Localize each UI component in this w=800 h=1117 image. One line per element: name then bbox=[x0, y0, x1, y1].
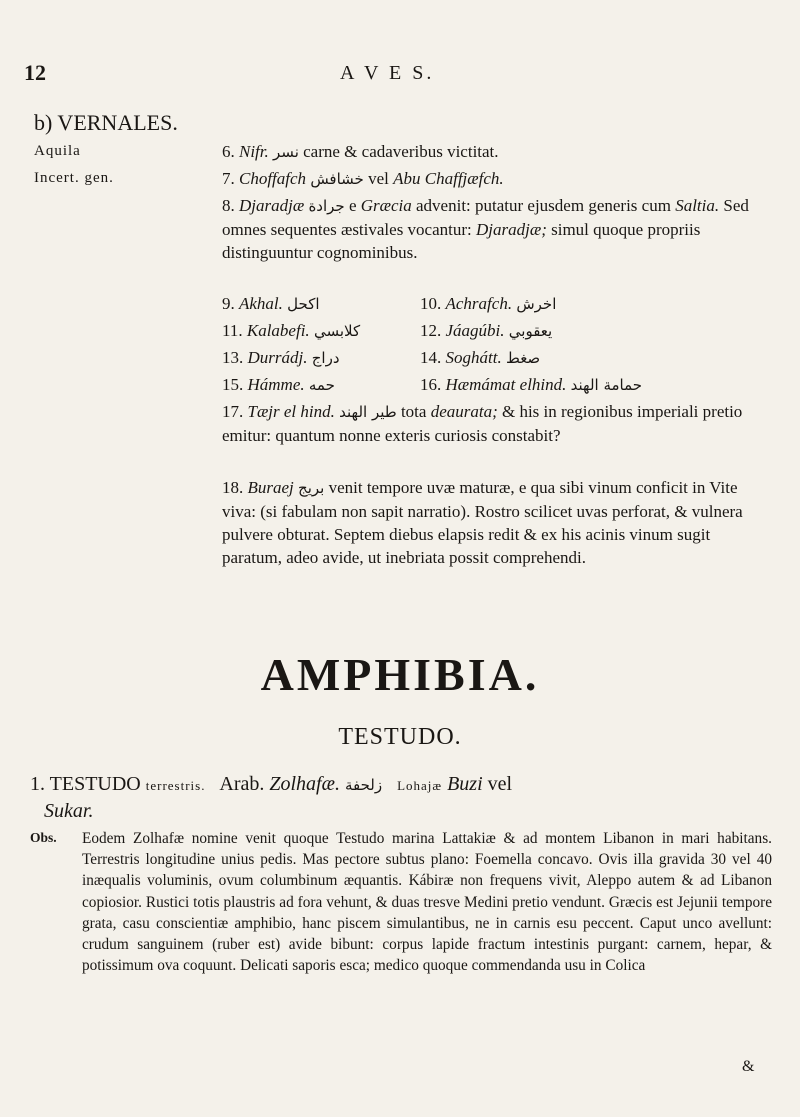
entry-8 bbox=[222, 194, 770, 264]
testudo-entry bbox=[30, 773, 512, 796]
arabic-name: اخرش bbox=[516, 295, 557, 313]
entry-number: 10. bbox=[420, 294, 442, 313]
arab-label: Arab. bbox=[219, 773, 265, 795]
entry-name: Hæmámat elhind. bbox=[445, 375, 567, 394]
entry-text: simul quoque propriis distinguuntur cognominibus. bbox=[222, 220, 701, 262]
entry-number: 11. bbox=[222, 321, 243, 340]
entry-9-10 bbox=[222, 292, 780, 316]
entry-name: Achrafch. bbox=[445, 294, 513, 313]
entry-18 bbox=[222, 476, 770, 569]
entry-17 bbox=[222, 400, 770, 447]
arabic-name: اكحل bbox=[287, 295, 320, 313]
entry-name: Akhal. bbox=[239, 294, 283, 313]
entry-desc: deaurata; bbox=[430, 402, 498, 421]
lohaj-label: Lohajæ bbox=[397, 778, 443, 793]
testudo-heading: TESTUDO. bbox=[338, 724, 462, 750]
obs-text: Eodem Zolhafæ nomine venit quoque Testudo marina Lattakiæ & ad montem Libanon in mari habitans. Terrestris longitudine unius pedis. Mas pectore subtus plano: Foemella concavo. Ovis illa gravida 30 vel 40 inæqualis voluminis, ovum columbinum æquantis. Kábiræ non frequens vivit, Aleppo autem & ad Libanon copiosior. Rustici totis plaustris ad fora vehunt, & duas tresve Medini pretio vendunt. Græcis est Jejunii tempore grata, casu conscientiæ amphibio, hanc piscem simulantibus, ne in carnis esu peccent. Caput unco avellunt: crudum sanguinem (ruber est) avide bibunt: corpus lapide fractum intestinis purgant: carnem, hepar, & potissimum ova coquunt. Delicati saporis esca; medico quoque commendanda usu in Colica bbox=[82, 830, 772, 975]
entry-text: vel bbox=[487, 773, 513, 795]
entry-ref: Saltia. bbox=[675, 196, 720, 215]
entry-text: e bbox=[348, 196, 357, 215]
arabic-name: صغط bbox=[505, 349, 541, 367]
arabic-name: يعقوبي bbox=[508, 322, 553, 340]
entry-7 bbox=[222, 167, 780, 191]
arabic-name: حمه bbox=[308, 376, 335, 394]
entry-number: 8. bbox=[222, 196, 235, 215]
running-head: A V E S. bbox=[340, 62, 435, 84]
obs-label: Obs. bbox=[30, 830, 57, 845]
entry-text: venit tempore uvæ maturæ, e qua sibi vinum conficit in Vite viva: (si fabulam non sapit narratio). Rostro scilicet uvas perforat, & vulnera pulvere obturat. Septem diebus elapsis redit & ex his acinis vinum sugit paratum, adeo avide, ut inebriata possit comprehendi. bbox=[222, 478, 743, 567]
entry-name: Kalabefi. bbox=[246, 321, 310, 340]
entry-number: 14. bbox=[420, 348, 442, 367]
entry-name: Hámme. bbox=[247, 375, 305, 394]
catchword: & bbox=[742, 1058, 755, 1075]
arabic-name: جرادة bbox=[308, 197, 345, 215]
entry-text: Sed omnes sequentes æstivales vocantur: bbox=[222, 196, 749, 239]
entry-text: tota bbox=[400, 402, 427, 421]
entry-number: 18. bbox=[222, 478, 244, 497]
arabic-name: طير الهند bbox=[339, 403, 397, 421]
section-heading: b) VERNALES. bbox=[34, 110, 178, 135]
entry-text: carne & cadaveribus victitat. bbox=[303, 142, 499, 161]
entry-name: Soghátt. bbox=[445, 348, 502, 367]
entry-13-14 bbox=[222, 346, 780, 370]
entry-text: vel bbox=[368, 169, 389, 188]
arabic-name: بريج bbox=[298, 479, 325, 497]
entry-number: 7. bbox=[222, 169, 235, 188]
entry-origin: Græcia bbox=[360, 196, 412, 215]
entry-name: TESTUDO bbox=[49, 773, 141, 795]
arab-name: Zolhafæ. bbox=[269, 773, 340, 795]
entry-number: 15. bbox=[222, 375, 244, 394]
arabic-name: دراج bbox=[311, 349, 340, 367]
entry-name: Jáagúbi. bbox=[445, 321, 505, 340]
entry-text: & his in regionibus imperiali pretio emitur: quantum nonne exteris curiosis constabit? bbox=[222, 402, 743, 445]
entry-name: Buraej bbox=[247, 478, 294, 497]
entry-number: 13. bbox=[222, 348, 244, 367]
sidenote-genus: Aquila bbox=[34, 143, 81, 159]
entry-name: Nifr. bbox=[239, 142, 269, 161]
entry-name: Djaradjæ bbox=[239, 196, 305, 215]
arabic-name: كلابسي bbox=[313, 322, 361, 340]
entry-number: 17. bbox=[222, 402, 244, 421]
entry-qualifier: terrestris. bbox=[145, 778, 206, 793]
entry-15-16 bbox=[222, 373, 780, 397]
entry-ref: Djaradjæ; bbox=[476, 220, 547, 239]
amphibia-heading: AMPHIBIA. bbox=[260, 649, 540, 700]
entry-number: 9. bbox=[222, 294, 235, 313]
entry-number: 16. bbox=[420, 375, 442, 394]
entry-text: advenit: putatur ejusdem generis cum bbox=[416, 196, 671, 215]
entry-number: 1. bbox=[30, 773, 45, 795]
entry-number: 12. bbox=[420, 321, 442, 340]
arabic-name: خشافش bbox=[310, 170, 364, 188]
entry-name: Tæjr el hind. bbox=[247, 402, 335, 421]
lohaj-name: Buzi bbox=[447, 773, 483, 795]
entry-name: Choffafch bbox=[239, 169, 307, 188]
entry-6 bbox=[222, 140, 780, 164]
arabic-name: حمامة الهند bbox=[570, 376, 643, 394]
arabic-name: نسر bbox=[273, 143, 299, 161]
page-number: 12 bbox=[24, 60, 46, 85]
entry-number: 6. bbox=[222, 142, 235, 161]
entry-alt-name: Abu Chaffjæfch. bbox=[393, 169, 504, 188]
sidenote-incertum: Incert. gen. bbox=[34, 170, 114, 186]
entry-11-12 bbox=[222, 319, 780, 343]
entry-name: Durrádj. bbox=[247, 348, 308, 367]
arabic-name: زلحفة bbox=[344, 776, 383, 794]
testudo-alt-name: Sukar. bbox=[44, 800, 94, 822]
